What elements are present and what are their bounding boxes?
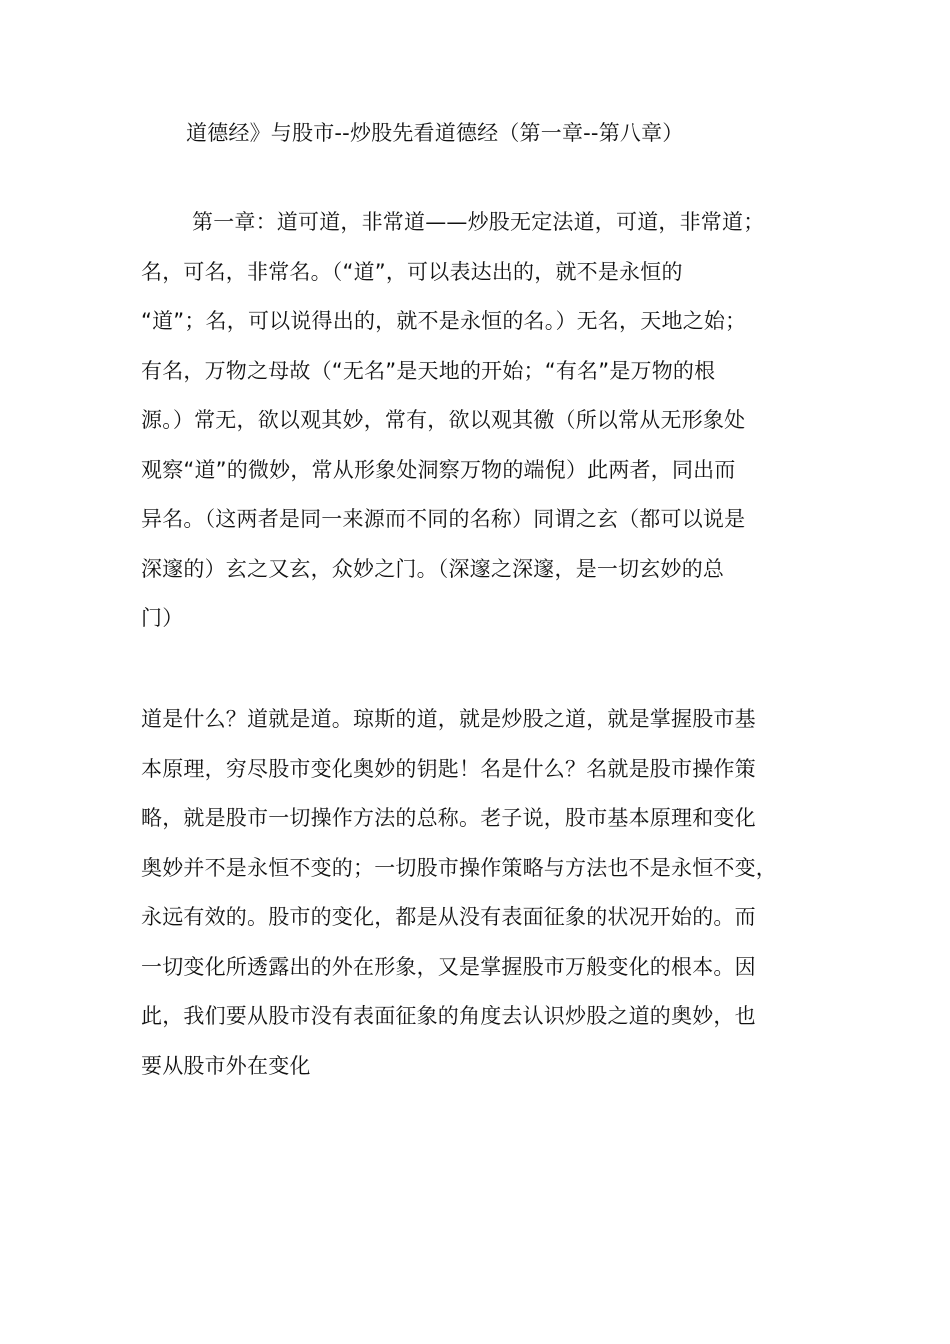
paragraph-line: 永远有效的。股市的变化，都是从没有表面征象的状况开始的。而 [141,905,756,929]
paragraph-line: 一切变化所透露出的外在形象，又是掌握股市万般变化的根本。因 [141,954,756,979]
paragraph-line: 略，就是股市一切操作方法的总称。老子说，股市基本原理和变化 [141,806,756,830]
paragraph-line: 奥妙并不是永恒不变的；一切股市操作策略与方法也不是永恒不变， [141,855,777,880]
paragraph-line: 有名，万物之母故（“无名”是天地的开始；“有名”是万物的根 [141,358,716,383]
paragraph-line: 观察“道”的微妙，常从形象处洞察万物的端倪）此两者，同出而 [141,457,736,482]
paragraph-line: 门） [141,606,184,630]
paragraph-line: 异名。（这两者是同一来源而不同的名称）同谓之玄（都可以说是 [141,507,746,531]
paragraph-line: 此，我们要从股市没有表面征象的角度去认识炒股之道的奥妙，也 [141,1004,756,1028]
paragraph-line: 深邃的）玄之又玄，众妙之门。（深邃之深邃，是一切玄妙的总 [141,556,725,581]
paragraph-line: 本原理，穷尽股市变化奥妙的钥匙！名是什么？名就是股市操作策 [141,756,756,781]
paragraph-line: 道是什么？道就是道。琼斯的道，就是炒股之道，就是掌握股市基 [141,707,756,731]
paragraph-line: 源。）常无，欲以观其妙，常有，欲以观其徼（所以常从无形象处 [141,408,746,432]
paragraph-commentary [141,695,811,1091]
document-title: 道德经》与股市--炒股先看道德经（第一章--第八章） [186,121,684,145]
paragraph-chapter-one [141,198,811,644]
paragraph-line: “道”；名，可以说得出的，就不是永恒的名。）无名，天地之始； [141,309,747,333]
paragraph-line: 第一章：道可道，非常道——炒股无定法道，可道，非常道； [192,210,765,234]
paragraph-line: 名，可名，非常名。（“道”，可以表达出的，就不是永恒的 [141,259,683,284]
paragraph-line: 要从股市外在变化 [141,1053,311,1078]
